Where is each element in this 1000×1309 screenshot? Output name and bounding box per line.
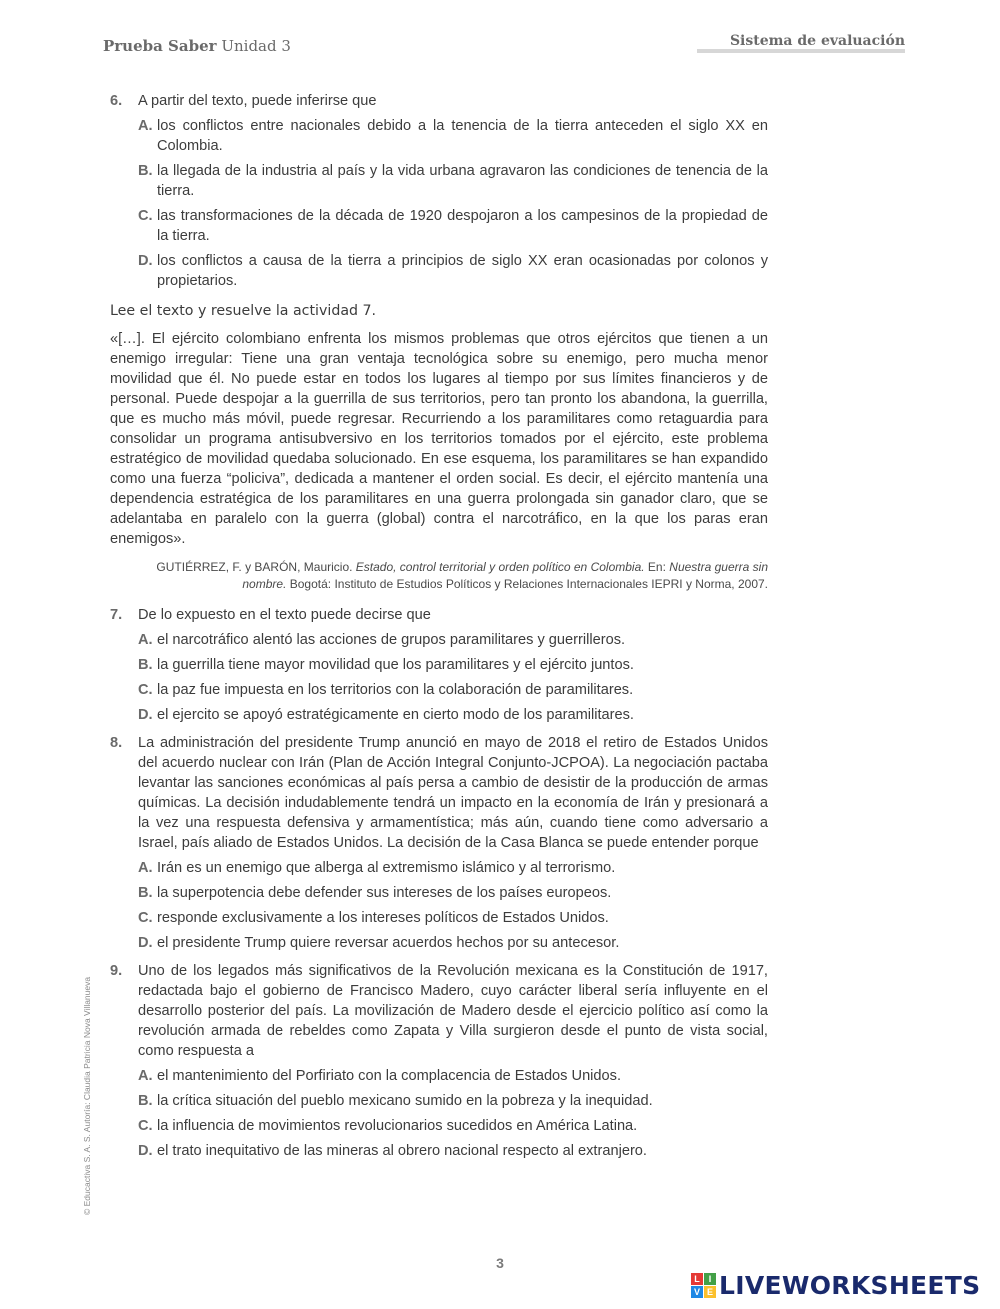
option-9d[interactable] bbox=[110, 1141, 768, 1161]
option-text: Irán es un enemigo que alberga al extremismo islámico y al terrorismo. bbox=[157, 860, 616, 876]
option-6c[interactable] bbox=[110, 206, 768, 246]
option-8d[interactable] bbox=[110, 933, 768, 953]
citation-book: Nuestra guerra sin nombre. bbox=[242, 560, 768, 591]
option-letter: C. bbox=[138, 682, 153, 698]
citation bbox=[110, 559, 768, 593]
option-letter: B. bbox=[138, 163, 153, 179]
liveworksheets-logo-icon bbox=[691, 1273, 716, 1298]
option-text: el presidente Trump quiere reversar acuerdos hechos por su antecesor. bbox=[157, 935, 620, 951]
option-text: el ejercito se apoyó estratégicamente en cierto modo de los paramilitares. bbox=[157, 707, 634, 723]
option-8b[interactable] bbox=[110, 883, 768, 903]
option-text: la superpotencia debe defender sus intereses de los países europeos. bbox=[157, 885, 612, 901]
header-series-bold: Prueba Saber bbox=[103, 37, 217, 55]
option-letter: B. bbox=[138, 657, 153, 673]
brand-name: LIVEWORKSHEETS bbox=[719, 1270, 981, 1300]
option-letter: A. bbox=[138, 860, 153, 876]
worksheet-content bbox=[110, 91, 768, 1161]
liveworksheets-brand[interactable] bbox=[691, 1271, 980, 1299]
option-text: el trato inequitativo de las mineras al obrero nacional respecto al extranjero. bbox=[157, 1143, 647, 1159]
question-6 bbox=[110, 91, 768, 111]
option-7b[interactable] bbox=[110, 655, 768, 675]
option-text: la influencia de movimientos revolucionarios sucedidos en América Latina. bbox=[157, 1118, 638, 1134]
instruction-7: Lee el texto y resuelve la actividad 7. bbox=[110, 303, 377, 319]
page-number: 3 bbox=[496, 1255, 504, 1271]
option-text: la crítica situación del pueblo mexicano sumido en la pobreza y la inequidad. bbox=[157, 1093, 653, 1109]
question-stem: De lo expuesto en el texto puede decirse que bbox=[138, 607, 431, 623]
question-number: 6. bbox=[110, 93, 123, 109]
header-series-unit: Unidad 3 bbox=[221, 37, 291, 55]
option-letter: C. bbox=[138, 910, 153, 926]
logo-tile-l: L bbox=[691, 1273, 703, 1285]
option-letter: D. bbox=[138, 1143, 153, 1159]
option-letter: C. bbox=[138, 208, 153, 224]
option-8c[interactable] bbox=[110, 908, 768, 928]
option-letter: D. bbox=[138, 935, 153, 951]
option-letter: A. bbox=[138, 1068, 153, 1084]
option-text: el narcotráfico alentó las acciones de grupos paramilitares y guerrilleros. bbox=[157, 632, 626, 648]
side-credit: © Educactiva S. A. S. Autoría: Claudia Patricia Nova Villanueva bbox=[82, 976, 92, 1215]
question-stem: Uno de los legados más significativos de la Revolución mexicana es la Constitución de 1917, redactada bajo el gobierno de Francisco Madero, cuyo carácter liberal sería influyente en el desarrollo posterior del país. La movilización de Madero desde el ejercicio político así como la revolución armada de rebeldes como Zapata y Villa surgieron desde el punto de vista social, como respuesta a bbox=[138, 963, 768, 1059]
spacer bbox=[110, 953, 768, 961]
option-9c[interactable] bbox=[110, 1116, 768, 1136]
option-9a[interactable] bbox=[110, 1066, 768, 1086]
logo-tile-v: V bbox=[691, 1286, 703, 1298]
option-letter: D. bbox=[138, 707, 153, 723]
option-letter: A. bbox=[138, 632, 153, 648]
passage-7: «[…]. El ejército colombiano enfrenta los mismos problemas que otros ejércitos que tienen a un enemigo irregular: Tiene una gran ventaja tecnológica sobre su enemigo, pero mucha menor movilidad que él. No puede estar en todos los lugares al tiempo por sus límites financieros y de personal. Puede despojar a la guerrilla de sus territorios, pero tan pronto los abandona, la guerrilla, que es mucho más móvil, puede regresar. Recurriendo a los paramilitares como retaguardia para consolidar un programa antisubversivo en los territorios tomados por el ejército, este problema estratégico de movilidad quedaba solucionado. En ese esquema, los paramilitares se han expandido como una fuerza “policiva”, dedicada a mantener el orden social. Es decir, el ejército mantenía una dependencia estratégica de los paramilitares en una guerra prolongada sin ganador claro, que se adelantaba en paralelo con la guerra (global) contra el narcotráfico, en la que los paras eran enemigos». bbox=[110, 331, 768, 547]
citation-publisher: Bogotá: Instituto de Estudios Políticos y Relaciones Internacionales IEPRI y Norma, 2007. bbox=[286, 577, 768, 591]
question-number: 9. bbox=[110, 963, 123, 979]
option-letter: C. bbox=[138, 1118, 153, 1134]
option-letter: B. bbox=[138, 1093, 153, 1109]
option-8a[interactable] bbox=[110, 858, 768, 878]
option-text: el mantenimiento del Porfiriato con la complacencia de Estados Unidos. bbox=[157, 1068, 622, 1084]
citation-authors: GUTIÉRREZ, F. y BARÓN, Mauricio. bbox=[156, 560, 356, 574]
question-9 bbox=[110, 961, 768, 1061]
header-rule bbox=[697, 49, 905, 53]
option-text: la guerrilla tiene mayor movilidad que los paramilitares y el ejército juntos. bbox=[157, 657, 634, 673]
option-text: los conflictos a causa de la tierra a principios de siglo XX eran ocasionadas por colonos y propietarios. bbox=[157, 253, 768, 289]
question-number: 7. bbox=[110, 607, 123, 623]
option-letter: D. bbox=[138, 253, 153, 269]
citation-in: En: bbox=[644, 560, 670, 574]
option-6d[interactable] bbox=[110, 251, 768, 291]
logo-tile-e: E bbox=[704, 1286, 716, 1298]
option-6b[interactable] bbox=[110, 161, 768, 201]
spacer bbox=[110, 725, 768, 733]
option-9b[interactable] bbox=[110, 1091, 768, 1111]
header-section: Sistema de evaluación bbox=[729, 33, 905, 49]
question-8 bbox=[110, 733, 768, 853]
option-text: las transformaciones de la década de 1920 despojaron a los campesinos de la propiedad de la tierra. bbox=[157, 208, 768, 244]
question-stem: La administración del presidente Trump anunció en mayo de 2018 el retiro de Estados Unidos del acuerdo nuclear con Irán (Plan de Acción Integral Conjunto-JCPOA). La negociación pactaba levantar las sanciones económicas al país persa a cambio de desistir de la producción de armas químicas. La decisión indudablemente tendrá un impacto en la economía de Irán y presionará a la vez una respuesta defensiva y armamentística; más aún, cuando tiene como adversario a Israel, país aliado de Estados Unidos. La decisión de la Casa Blanca se puede entender porque bbox=[138, 735, 768, 851]
option-7d[interactable] bbox=[110, 705, 768, 725]
option-text: la llegada de la industria al país y la vida urbana agravaron las condiciones de tenencia de la tierra. bbox=[157, 163, 768, 199]
question-stem: A partir del texto, puede inferirse que bbox=[138, 93, 377, 109]
question-7 bbox=[110, 605, 768, 625]
option-text: la paz fue impuesta en los territorios con la colaboración de paramilitares. bbox=[157, 682, 634, 698]
option-7c[interactable] bbox=[110, 680, 768, 700]
header-series bbox=[103, 37, 291, 55]
citation-title: Estado, control territorial y orden político en Colombia. bbox=[355, 560, 645, 574]
option-text: responde exclusivamente a los intereses políticos de Estados Unidos. bbox=[157, 910, 609, 926]
option-letter: A. bbox=[138, 118, 153, 134]
option-7a[interactable] bbox=[110, 630, 768, 650]
logo-tile-i: I bbox=[704, 1273, 716, 1285]
question-number: 8. bbox=[110, 735, 123, 751]
option-6a[interactable] bbox=[110, 116, 768, 156]
option-text: los conflictos entre nacionales debido a la tenencia de la tierra anteceden el siglo XX en Colombia. bbox=[157, 118, 768, 154]
option-letter: B. bbox=[138, 885, 153, 901]
